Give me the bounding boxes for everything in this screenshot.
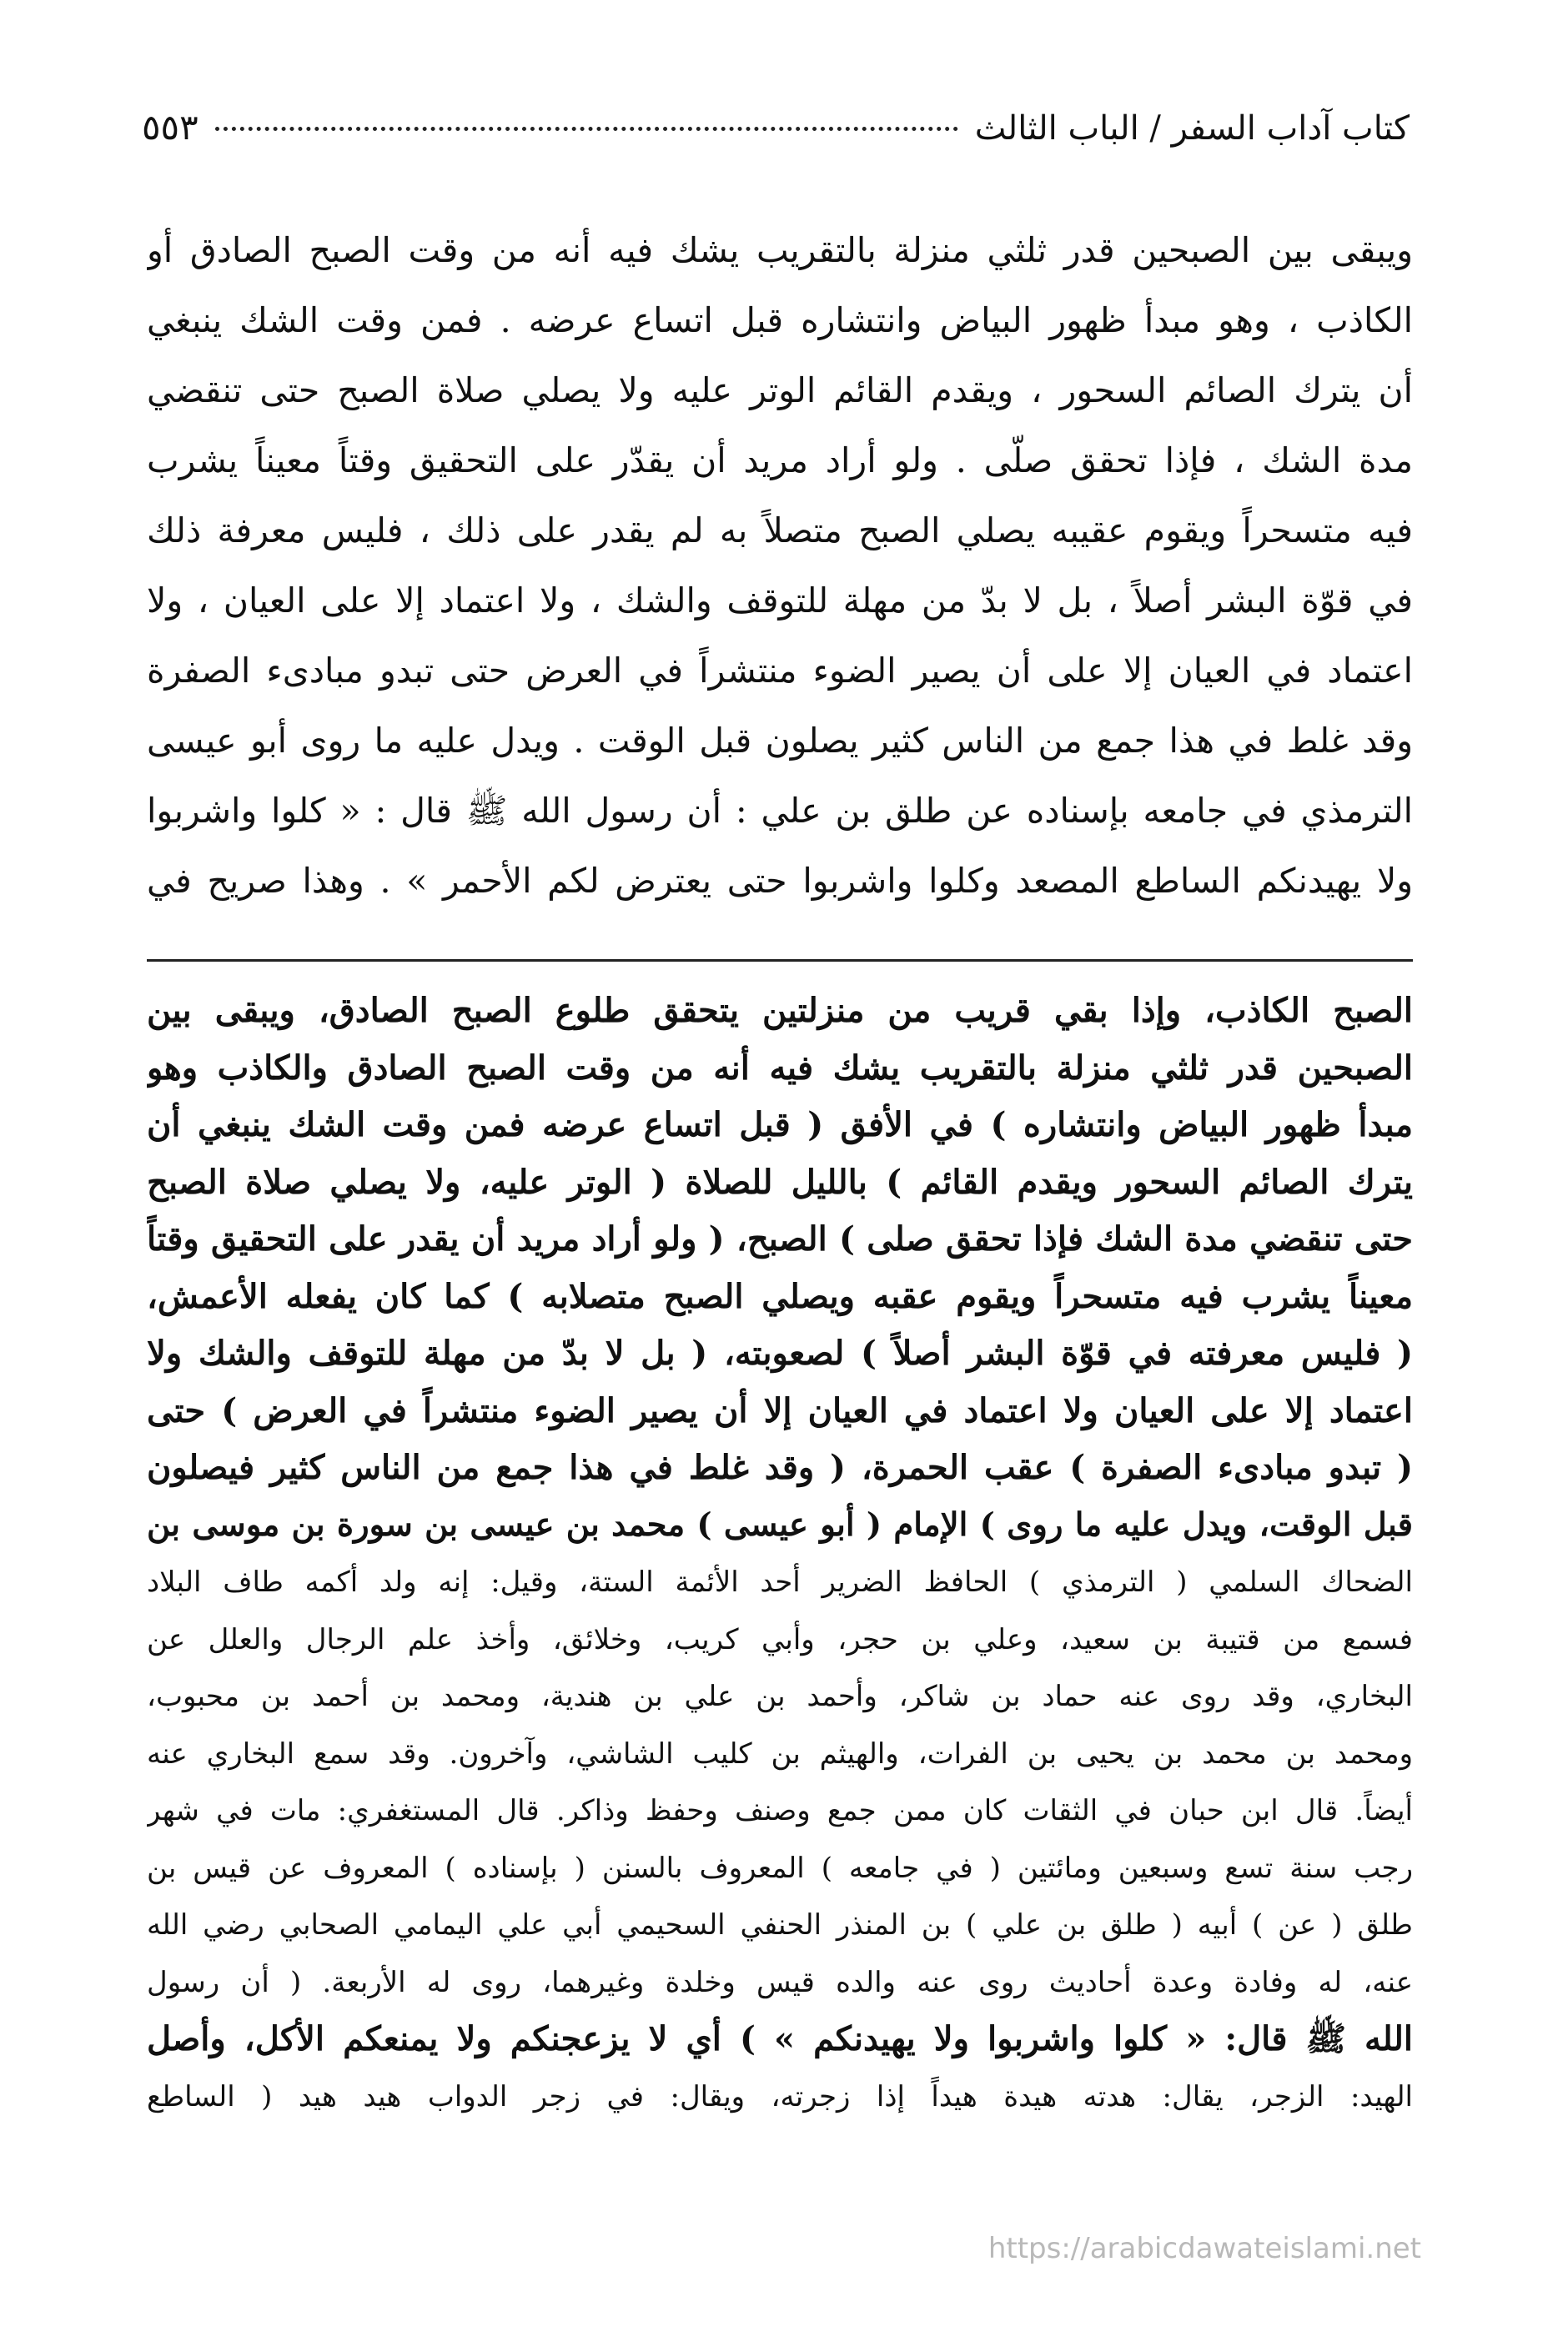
main-text-line: اعتماد في العيان إلا على أن يصير الضوء منتشراً في العرض حتى تبدو مبادىء الصفرة xyxy=(147,651,1413,691)
commentary-block xyxy=(147,983,1413,2125)
commentary-line: عنه، له وفادة وعدة أحاديث روى عنه والده قيس وخلدة وغيرهما، روى له الأربعة. ( أن رسول xyxy=(147,1965,1413,1999)
commentary-line: ( فليس معرفته في قوّة البشر أصلاً ) لصعوبته، ( بل لا بدّ من مهلة للتوقف والشك ولا xyxy=(147,1334,1413,1373)
main-text-line: الكاذب ، وهو مبدأ ظهور البياض وانتشاره قبل اتساع عرضه . فمن وقت الشك ينبغي xyxy=(147,300,1413,340)
main-text-line: وقد غلط في هذا جمع من الناس كثير يصلون قبل الوقت . ويدل عليه ما روى أبو عيسى xyxy=(147,721,1413,761)
commentary-line: الضحاك السلمي ( الترمذي ) الحافظ الضرير أحد الأئمة الستة، وقيل: إنه ولد أكمه طاف البلاد xyxy=(147,1566,1413,1599)
commentary-line: حتى تنقضي مدة الشك فإذا تحقق صلى ) الصبح، ( ولو أراد مريد أن يقدر على التحقيق وقتاً xyxy=(147,1219,1413,1259)
commentary-line: مبدأ ظهور البياض وانتشاره ) في الأفق ( قبل اتساع عرضه فمن وقت الشك ينبغي أن xyxy=(147,1105,1413,1144)
commentary-line: معيناً يشرب فيه متسحراً ويقوم عقبه ويصلي الصبح متصلابه ) كما كان يفعله الأعمش، xyxy=(147,1276,1413,1316)
main-text-line: ويبقى بين الصبحين قدر ثلثي منزلة بالتقريب يشك فيه أنه من وقت الصبح الصادق أو xyxy=(147,230,1413,270)
main-text-line: أن يترك الصائم السحور ، ويقدم القائم الوتر عليه ولا يصلي صلاة الصبح حتى تنقضي xyxy=(147,370,1413,410)
main-text-line: فيه متسحراً ويقوم عقيبه يصلي الصبح متصلاً به لم يقدر على ذلك ، فليس معرفة ذلك xyxy=(147,510,1413,550)
header-dotted-leader xyxy=(215,127,958,131)
main-text-line: الترمذي في جامعه بإسناده عن طلق بن علي : أن رسول الله ﷺ قال : « كلوا واشربوا xyxy=(147,791,1413,831)
header-title: كتاب آداب السفر / الباب الثالث xyxy=(974,109,1410,148)
main-text-block xyxy=(147,215,1413,916)
commentary-line: ( تبدو مبادىء الصفرة ) عقب الحمرة، ( وقد غلط في هذا جمع من الناس كثير فيصلون xyxy=(147,1448,1413,1487)
commentary-line: الصبح الكاذب، وإذا بقي قريب من منزلتين يتحقق طلوع الصبح الصادق، ويبقى بين xyxy=(147,991,1413,1030)
commentary-line: الهيد: الزجر، يقال: هدته هيدة هيداً إذا زجرته، ويقال: في زجر الدواب هيد هيد ( الساطع xyxy=(147,2079,1413,2113)
commentary-line: ومحمد بن محمد بن يحيى بن الفرات، والهيثم بن كليب الشاشي، وآخرون. وقد سمع البخاري عنه xyxy=(147,1736,1413,1771)
commentary-line: الصبحين قدر ثلثي منزلة بالتقريب يشك فيه أنه من وقت الصبح الصادق والكاذب وهو xyxy=(147,1048,1413,1088)
commentary-line: البخاري، وقد روى عنه حماد بن شاكر، وأحمد بن علي بن هندية، ومحمد بن أحمد بن محبوب، xyxy=(147,1680,1413,1713)
commentary-line: طلق ( عن ) أبيه ( طلق بن علي ) بن المنذر الحنفي السحيمي أبي علي اليمامي الصحابي رضي الله xyxy=(147,1908,1413,1942)
commentary-line: فسمع من قتيبة بن سعيد، وعلي بن حجر، وأبي كريب، وخلائق، وأخذ علم الرجال والعلل عن xyxy=(147,1622,1413,1656)
main-text-line: ولا يهيدنكم الساطع المصعد وكلوا واشربوا حتى يعترض لكم الأحمر » . وهذا صريح في xyxy=(147,861,1413,901)
commentary-line: الله ﷺ قال: « كلوا واشربوا ولا يهيدنكم » ) أي لا يزعجنكم ولا يمنعكم الأكل، وأصل xyxy=(147,2019,1413,2058)
main-text-line: مدة الشك ، فإذا تحقق صلّى . ولو أراد مريد أن يقدّر على التحقيق وقتاً معيناً يشرب xyxy=(147,440,1413,480)
main-text-line: في قوّة البشر أصلاً ، بل لا بدّ من مهلة للتوقف والشك ، ولا اعتماد إلا على العيان ، ولا xyxy=(147,580,1413,621)
commentary-line: اعتماد إلا على العيان ولا اعتماد في العيان إلا أن يصير الضوء منتشراً في العرض ) حتى xyxy=(147,1390,1413,1430)
commentary-line: أيضاً. قال ابن حبان في الثقات كان ممن جمع وصنف وحفظ وذاكر. قال المستغفري: مات في شهر xyxy=(147,1794,1413,1827)
source-watermark: https://arabicdawateislami.net xyxy=(988,2232,1421,2265)
commentary-line: رجب سنة تسع وسبعين ومائتين ( في جامعه ) المعروف بالسنن ( بإسناده ) المعروف عن قيس بن xyxy=(147,1851,1413,1885)
page-number: ٥٥٣ xyxy=(142,107,199,148)
commentary-line: يترك الصائم السحور ويقدم القائم ) بالليل للصلاة ( الوتر عليه، ولا يصلي صلاة الصبح xyxy=(147,1162,1413,1202)
commentary-line: قبل الوقت، ويدل عليه ما روى ) الإمام ( أبو عيسى ) محمد بن عيسى بن سورة بن موسى بن xyxy=(147,1505,1413,1544)
footnote-divider xyxy=(147,959,1413,962)
running-header xyxy=(142,107,1410,165)
